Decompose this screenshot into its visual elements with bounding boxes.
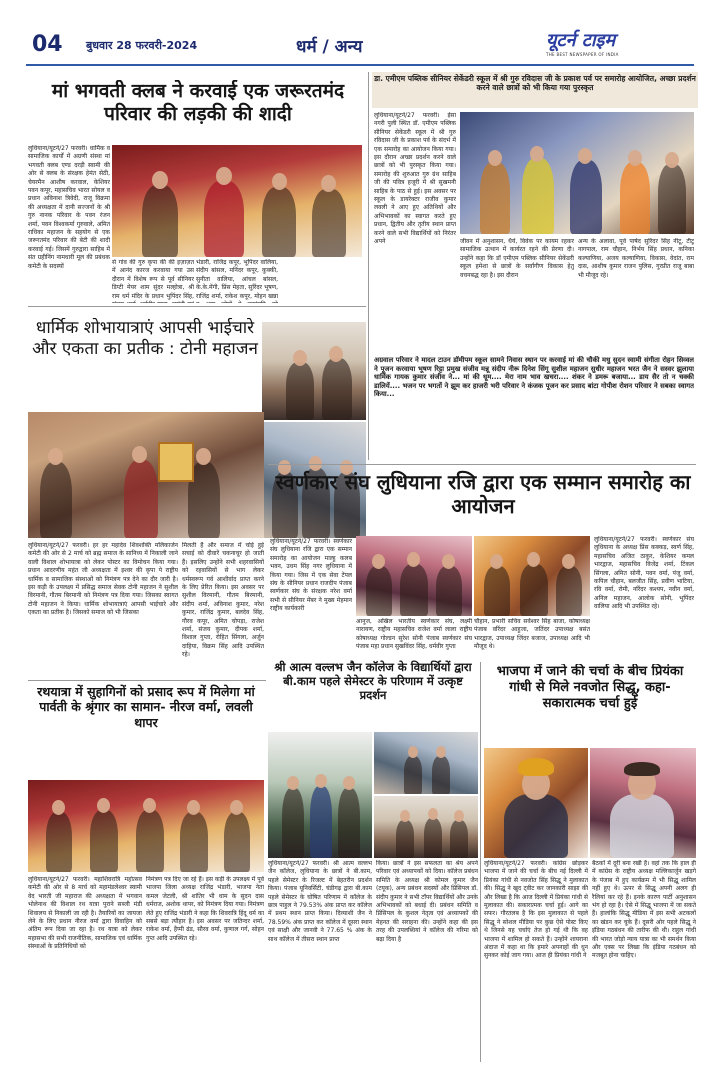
story5-col1: लुधियाना/यूटर्न/27 फरवरी। श्री आत्म वल्लभ जैन कॉलेज, लुधियाना के छात्रों ने बी.काम, पहले सेमेस्टर के रिजल्ट में बेहतरीन प्रदर्शन किया। पंजाब यूनिवर्सिटी, चंडीगढ़ द्वारा बी.काम पहले सेमेस्टर के घोषित परिणाम में कॉलेज के छात्र पाहुल ने 79.53% अंक प्राप्त कर कॉलेज में प्रथम स्थान प्राप्त किया। दिव्याशी जैन ने 78.59% अंक प्राप्त कर कॉलेज में दूसरा स्थान एवं साक्षी और जानवी ने 77.65 % अंक के साथ कॉलेज में तीसरा स्थान प्राप्त (268, 860, 372, 943)
masthead (6, 8, 714, 66)
story1-col2: से गांव की गुरु कृपा की की इज़ाज़त में आनंद कारज करवाया गया उस दौरान में विशेष रूप से पूर्व सीनियर डिप्टी मेयर शाम सुंदर मल्होत्रा, श्री राम धर्म मंदिर के प्रधान भुपिंदर सिंह, (112, 259, 194, 300)
story3-col2: मिलती हैं और समाज में चोई हुई सचाई को दीवारें चकनाचूर हो जाती हैं। इसलिए उन्होंने सभी शहरवासियों को रहवासियों से भाग लेकर धर्मस्वरूप गर्व आशीर्वाद प्राप्त करने के लिए प्रेरित किया। इस अवसर पर सुशील विरमानी, गौतम बिरमानी, संदीप शर्मा, अविनाश कुमार, नरेश कुमार, राजिंद्र कुमार, बलदेव सिंह, गौरव कपूर, अमित चोपड़ा, राजेश शर्मा, संजय कुमार, दीपक शर्मा, विशाल गुप्ता, रोहित सिंगला, अर्जुन दाहिया, विक्रम सिंह आदि उपस्थित रहे। (182, 542, 264, 659)
story1-col1: लुधियाना/यूटर्न/27 फरवरी। धार्मिक व सामाजिक कार्यों में अग्रणी संस्था मां भगवती क्लब एण्ड दरड़ी स्वामी की ओर से क्लब के संरक्षक हेमंत सेठी, चेयरमैन आशीष करवाल, केशियर पवन कपूर, महासचिव भारत सोयल व प्रधान अविनाश त्रिवेदी, राजू विक्रमा की अध्यक्षता में दानी सज्जनों के श्री गुरु नानक परिवार के पवन रंजन शर्मा, पवन विश्वकर्मा गुरुवाले, अमित राधिका महाजन के सहयोग से एक जरूरतमंद परिवार की बेटी की शादी करवाई गई। जिसमें गुरुद्वारा साहिब में संत ग्रहीनिंग नामधारी मूल की प्रबंधक कमेटी के सदस्यों (28, 145, 110, 270)
brand-name: यूटर्न टाइम (546, 30, 616, 51)
story7-col2: बैठकों में दूरी बना रखी है। वहां तक कि हाल ही में कांग्रेस के राष्ट्रीय अध्यक्ष मल्लिकार्जुन खड़गे के पंजाब में हुए कार्यक्रम में भी सिद्धू शामिल नहीं हुए थे। ऊपर से सिद्धू अपनी अलग ही रैलियां कर रहे हैं। इनके कारण पार्टी अनुशासन भंग हो रहा है। ऐसे में सिद्धू भाजपा में जा सकते हैं। हालांकि सिद्धू मीडिया में इस सभी अटकलों का खंडन कर चुके हैं। दूसरी ओर पहले सिद्धू ने इंडिया गठबंधन की तारीफ की थी। राहुल गांधी की भारत जोड़ो न्याय यात्रा का भी समर्थन किया और एक्स पर लिखा कि इंडिया गठबंधन को मजबूत होना चाहिए। (592, 860, 696, 960)
row-divider-3 (28, 680, 266, 681)
story4-headline: स्वर्णकार संघ लुधियाना रजि द्वारा एक सम्मान समारोह का आयोजन (275, 470, 691, 519)
story7-headline: भाजपा में जाने की चर्चा के बीच प्रियंका गांधी से मिले नवजोत सिद्धू, कहा- सकारात्मक चर्चा हुई (496, 664, 684, 711)
row-divider-2 (268, 464, 696, 465)
story4-col1: लुधियाना/यूटर्न/27 फरवरी। स्वर्णकार संघ लुधियाना रजि द्वारा एक सम्मान समारोह का आयोजन माल्हु कलब भवन, उधम सिंह नगर लुधियाना में किया गया। जिस में एक सेवा टेंपल संघ के सीनियर प्रधान राजदीप पंजाब स्वर्णकार संघ के संरक्षक नरेश वर्मा सभी से सीनियर मेंबर ने मुख्य मेहमान राष्ट्रीय कार्यकारी (270, 538, 352, 613)
story6-headline: रथयात्रा में सुहागिनों को प्रसाद रूप में मिलेगा मां पार्वती के श्रृंगार का सामान- नीरज वर्मा, लवली थापर (37, 684, 255, 730)
story1-headline: मां भगवती क्लब ने करवाई एक जरूरतमंद परिवार की लड़की की शादी (51, 80, 345, 126)
story2-col2: जीवन में अनुशासन, धैर्य, विवेक पर कायम रहकर सामाजिक उत्थान में कार्यरत रहने की प्रेरणा दी। उन्होंने कहा कि डॉ एमीएम पब्लिक सीनियर सेकेंडरी स्कूल हमेशा से छात्रों के सर्वांगीण विकास हेतु वचनबद्ध रहा है। इस दौरान (460, 238, 574, 279)
column-divider-lower (480, 662, 481, 1062)
story2-photo (460, 112, 694, 234)
story7-photo-left (484, 748, 588, 858)
issue-date: बुधवार 28 फरवरी-2024 (86, 39, 198, 52)
story6-photo (28, 780, 264, 872)
story5-col2: किया। छात्रों ने इस सफलता का श्रेय अपने परिवार एवं अध्यापकों को दिया। कॉलेज प्रबंधन समिति के अध्यक्ष श्री कोमल कुमार जैन (टयूक), अन्य प्रबंधन सदस्यों और प्रिंसिपल डॉ. संदीप कुमार ने सभी टॉपर विद्यार्थियों और उनके अभिभावकों को बधाई दी। प्रबंधन समिति व प्रिंसिपल के कुशल नेतृत्व एवं अध्यापकों की मेहनत की सराहना की। उन्होंने कहा की इस तरह की उपलब्धियां ने कॉलेज की गरिमा को बढ़ा दिया है (376, 860, 478, 943)
story6-col1: लुधियाना/यूटर्न/27 फरवरी। महाशिवरात्रि महोत्सव कमेटी की ओर से 8 मार्च को महामंडलेश्वर स्वामी वेद भारती जी महाराज की अध्यक्षता में भगवान भोलेनाथ की विशाल रथ यात्रा पुराने सब्जी मंडी शिवालय से निकाली जा रही है। तैयारियों का जायजा लेने के लिए प्रधान नीरज वर्मा द्वारा विवाहिन को अंतिम रूप दिया जा रहा है। रथ यात्रा को लेकर महासभा की सभी राजनीतिक, सामाजिक एवं धार्मिक संस्थाओं के प्रतिनिधियों को (28, 876, 142, 951)
brand-tagline: THE BEST NEWSPAPER OF INDIA (546, 52, 619, 57)
story5-photo-2 (374, 732, 478, 794)
story3-photo-right (262, 322, 366, 420)
story1-col3: भंडारी, राजिंद्र कपूर, भूपिंदर वालिया, संदीप बांसल, मनिंदर कपूर, कुक्की, सुनीता वालिया, आंचल बांसल, के.के.मेंगी, प्रिंस मेहता, सुरिंदर भूषण, राजिंद्र शर्मा, राकेश कपूर, मोहन खन्ना (196, 259, 278, 300)
story7-col1: लुधियाना/यूटर्न/27 फरवरी। कांग्रेस छोड़कर भाजपा में जाने की चर्चा के बीच नई दिल्ली में प्रियंका गांधी से नवजोत सिंह सिद्धू ने मुलाकात की। सिद्धू ने खुद ट्वीट कर जानकारी साझा की और लिखा है कि आज दिल्ली में प्रियंका गांधी से मुलाकात की। सकारात्मक चर्चा हुई। आगे का सफर। गौरतलब है कि इस मुलाकात से पहले सिद्धू ने सोशल मीडिया पर कुछ ऐसे पोस्ट किए थे जिनसे यह चर्चाएं तेज हो गई थी कि वह भाजपा में शामिल हो सकते हैं। उन्होंने शायराना अंदाज में कहा था कि हमारे अपनाहों की धुन सुनकर कोई जाग गया। आज ही प्रियंका गांधी ने (484, 860, 588, 960)
story2-headline: डा. एमीएम पब्लिक सीनियर सेकेंडरी स्कूल में श्री गुरु रविदास जी के प्रकाश पर्व पर समारोह आयोजित, अच्छा प्रदर्शन करने वाले छात्रों को भी किया गया पुरस्कृत (374, 74, 696, 93)
story4-col2: आनुज, अखिल भारतीय स्वर्णकार संघ, लक्ष्मी नारायण, राष्ट्रीय महासचिव राजेश वर्मा लाला राष्ट्रीय कोषाध्यक्ष गोल्डन सुरेश सोनी पंजाब स्वर्णकार संघ पंजाब महा प्रधान सुखविंदर सिंह, धर्मवीर गुप्ता (356, 618, 472, 651)
story5-photo-3 (374, 796, 478, 858)
story2-lower: अग्रवाल परिवार ने मादल टाउन डॉमीपम स्कूल सामने निवास स्थान पर करवाई मां की चौकी मधु सुदन स्वामी संगीता रोहन सिव्वल ने पूजन करवाया भूषण रिट्टा प्रमुख संजीव मन्नू संदीप नीरू दिनेश सिंगू सुशील महाजन सुधीर महाजन भरत जैन ने सस्वर झुलाया धार्मिक गायक कुमार संजीव ने... मां की धूम.... मेरा नाम भाव खचरा.... शंकर ने डमरू बजाया... डाय सैर तो न चक्की डालियें.... भजन पर भगतों ने झूम कर हाजरी भरी परिवार ने कंजक पूजन कर प्रसाद बांटा गोपीश रोशन परिवार ने सबका स्वागत किया... (374, 356, 694, 398)
column-divider-main (368, 72, 369, 460)
masthead-rule (26, 64, 694, 66)
section-title: धर्म / अन्य (296, 37, 363, 57)
brand-logo (546, 28, 686, 60)
story2-col1: लुधियाना/यूटर्न/27 फरवरी। ईसा नगरी पुली स्थित डॉ. एमीएम पब्लिक सीनियर सेकेंडरी स्कूल में श्री गुरु रविदास जी के प्रकाश पर्व के संदर्भ में एक समारोह का आयोजन किया गया। इस दौरान अच्छा प्रदर्शन करने वाले छात्रों को भी पुरस्कृत किया गया। समारोह की शुरुआत गुरु ग्रंथ साहिब जी की पवित्र हजूरी में श्री सुखमनी साहिब के पाठ से हुई। इस अवसर पर स्कूल के डायरेक्टर राजीव कुमार लवली ने आए हुए अतिथियों और अभिभावकों का स्वागत करते हुए प्रधान, द्वितीय और तृतीय स्थान प्राप्त करने वाले सभी विद्यार्थियों को निरंतर अपने (374, 112, 456, 246)
story4-col4: लुधियाना/यूटर्न/27 फरवरी। स्वर्णकार संघ लुधियाना के अध्यक्ष प्रिंस कक्कड़, स्वर्ण सिंह, महासचिव अजित ठाकुर, केशियर कमल भारद्वाज, महासचिव विजेंद्र शर्मा, टिंकल सिंगला, अमित सोनी, पवन वर्मा, पंजू वर्मा, कपिल चौहान, बलजीत सिंह, प्रवीण भाटिया, रवि वर्मा, रोमी, नरिंदर कश्यप, नवीन वर्मा, अनिल महाजन, आलोक सोनी, भूपिंदर वालिया आदि भी उपस्थित रहे। (594, 536, 694, 611)
story4-photo-1 (356, 536, 472, 616)
story5-headline: श्री आत्म वल्लभ जैन कॉलेज के विद्यार्थियों द्वारा बी.काम पहले सेमेस्टर के परिणाम में उत्कृष्ट प्रदर्शन (274, 660, 472, 703)
story7-photo-right (590, 748, 696, 858)
story3-photo-left (28, 412, 264, 538)
row-divider-1 (28, 306, 366, 307)
story4-photo-2 (474, 536, 590, 616)
story6-col2: निमंत्रण पत्र दिए जा रहे हैं। इस कड़ी के उपलक्ष्य में पूर्व भाजपा जिला अध्यक्ष राजिंद्र भंडारी, भाजपा नेता कमल जेटली, श्री शांतिर भी धाम के सुदन दास धर्मराज, अशोक थापर, को निमंत्रण दिया गया। निमंत्रण लेते हुए राजिंद्र भंडारी ने कहा कि शिवरात्रि हिंदू धर्म का सबसे बड़ा त्यौहार है। इस अवसर पर जतिन्दर शर्मा, राकेश वर्मा, हैप्पी ढंड, सौरव वर्मा, कुणाल गर्ग, सोहन गुप्त आदि उपस्थित रहे। (146, 876, 264, 942)
story3-headline: धार्मिक शोभायात्राएं आपसी भाईचारे और एकता का प्रतीक : टोनी महाजन (32, 318, 258, 359)
story4-col3: चौहान, प्रभारी सचिव सर्वेश्वर सिंह बाजा, कोषाध्यक्ष पंजाब वरिंदर आहुजा, जतिंदर उपाध्यक्ष बसंत भारद्वाज, उपाध्यक्ष जिंदर बजाज, उपाध्यक्ष आदि भी मौजूद थे। (474, 618, 590, 651)
story1-col4 (280, 259, 362, 303)
story3-col1: लुधियाना/यूटर्न/27 फरवरी। हर हर महादेव शिवशक्ति मलिकार्जन कमेटी की ओर से 2 मार्च को ब्रह्म समाज के सानिध्य में निकाली जाने वाली विशाल शोभायात्रा को लेकर पोस्टर का विमोचन किया गया। प्रधान आदरणीय महंत जी अध्यक्षता में इश्वर की कृपा पे राष्ट्रीय धार्मिक व सामाजिक संस्थाओं को निमंत्रण पत्र देने का दौर जारी है। इस कड़ी के उपलक्ष्य में प्रसिद्ध समाज सेवक टोनी महाजन ने सुशील विरमानी, गौतम बिरमानी को निमंत्रण पत्र दिया गया। जिसका स्वागत टोनी महाजन ने किया। धार्मिक शोभायात्राएं आपसी भाईचारे और एकता का प्रतीक है। जिसको समाज को भी जिसका (28, 542, 178, 617)
story1-photo (112, 145, 362, 257)
page-number: 04 (32, 32, 63, 57)
story5-photo-1 (268, 732, 372, 858)
story2-col3: अन्य के अलावा, पूर्व पार्षद सुरिंदर सिंह नीटू, टीटू नागपाल, राम चौहान, निर्भय सिंह प्रधान, कनिका कल्याणिया, अजय कल्याणिया, विकास, वेदांत, राम दास, आशीष कुमार राजन पुलिस, गुरप्रीत राजू बाबा भी मौजूद रहे। (578, 238, 694, 279)
